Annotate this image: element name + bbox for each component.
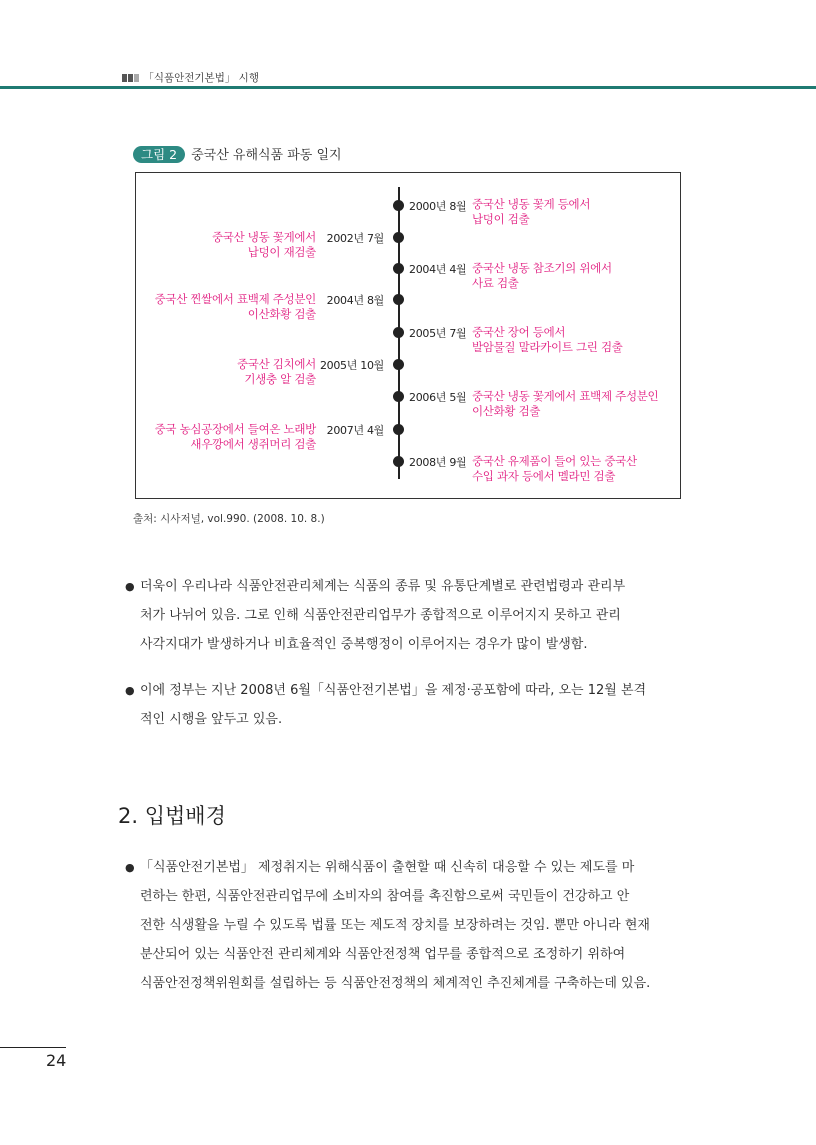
figure-tag: 그림 2 [133, 146, 185, 163]
timeline-dot [393, 391, 404, 402]
event-date: 2007년 4월 [326, 424, 384, 437]
bullet-icon: ● [125, 580, 135, 593]
event-text: 중국산 냉동 참조기의 위에서 사료 검출 [472, 261, 612, 290]
header-rule [0, 86, 816, 89]
timeline-dot [393, 294, 404, 305]
footer-rule [0, 1047, 66, 1048]
event-date: 2004년 8월 [326, 294, 384, 307]
event-text: 중국산 냉동 꽃게에서 납덩이 재검출 [212, 230, 316, 259]
event-text: 중국산 김치에서 기생충 알 검출 [236, 357, 316, 386]
event-date: 2006년 5월 [409, 391, 467, 404]
event-text: 중국산 냉동 꽃게에서 표백제 주성분인 이산화황 검출 [472, 389, 659, 418]
header-mark-icon [128, 74, 133, 82]
event-date: 2005년 7월 [409, 327, 467, 340]
figure-source: 출처: 시사저널, vol.990. (2008. 10. 8.) [133, 513, 325, 525]
event-text: 중국산 유제품이 들어 있는 중국산 수입 과자 등에서 멜라민 검출 [472, 454, 637, 483]
bullet-icon: ● [125, 684, 135, 697]
event-date: 2000년 8월 [409, 200, 467, 213]
bullet-icon: ● [125, 861, 135, 874]
timeline-dot [393, 327, 404, 338]
timeline-dot [393, 359, 404, 370]
event-date: 2005년 10월 [319, 359, 384, 372]
paragraph: ● 이에 정부는 지난 2008년 6월「식품안전기본법」을 제정·공포함에 따라, 오는 12월 본격 적인 시행을 앞두고 있음. [125, 676, 646, 734]
paragraph: ● 더욱이 우리나라 식품안전관리체계는 식품의 종류 및 유통단계별로 관련법령과 관리부 처가 나뉘어 있음. 그로 인해 식품안전관리업무가 종합적으로 이루어지지 못하고 관리 사각지대가 발생하거나 비효율적인 중복행정이 이루어지는 경우가 많이 발생함. [125, 572, 625, 659]
figure-caption [133, 144, 342, 163]
section-title: 2. 입법배경 [118, 804, 226, 828]
timeline-dot [393, 424, 404, 435]
timeline-dot [393, 263, 404, 274]
event-text: 중국산 장어 등에서 발암물질 말라카이트 그린 검출 [472, 325, 623, 354]
header-mark-icon [134, 74, 139, 82]
header-mark-icon [122, 74, 127, 82]
running-header [122, 70, 259, 85]
event-text: 중국산 냉동 꽃게 등에서 납덩이 검출 [472, 197, 591, 226]
header-title: 「식품안전기본법」 시행 [143, 72, 259, 84]
timeline-dot [393, 232, 404, 243]
timeline-dot [393, 200, 404, 211]
event-date: 2002년 7월 [326, 232, 384, 245]
page-number: 24 [46, 1051, 67, 1070]
event-text: 중국산 찐쌀에서 표백제 주성분인 이산화황 검출 [154, 292, 316, 321]
paragraph: ● 「식품안전기본법」 제정취지는 위해식품이 출현할 때 신속히 대응할 수 있는 제도를 마 련하는 한편, 식품안전관리업무에 소비자의 참여를 촉진함으로써 국민들이 건강하고 안 전한 식생활을 누릴 수 있도록 법률 또는 제도적 장치를 보장하려는 것임. 뿐만 아니라 현재 분산되어 있는 식품안전 관리체계와 식품안전정책 업무를 종합적으로 조정하기 위하여 식품안전정책위원회를 설립하는 등 식품안전정책의 체계적인 추진체계를 구축하는데 있음. [125, 853, 650, 998]
timeline-dot [393, 456, 404, 467]
event-date: 2008년 9월 [409, 456, 467, 469]
timeline-figure [135, 172, 681, 499]
event-date: 2004년 4월 [409, 263, 467, 276]
event-text: 중국 농심공장에서 들여온 노래방 새우깡에서 생쥐머리 검출 [154, 422, 316, 451]
figure-title: 중국산 유해식품 파동 일지 [191, 148, 342, 163]
